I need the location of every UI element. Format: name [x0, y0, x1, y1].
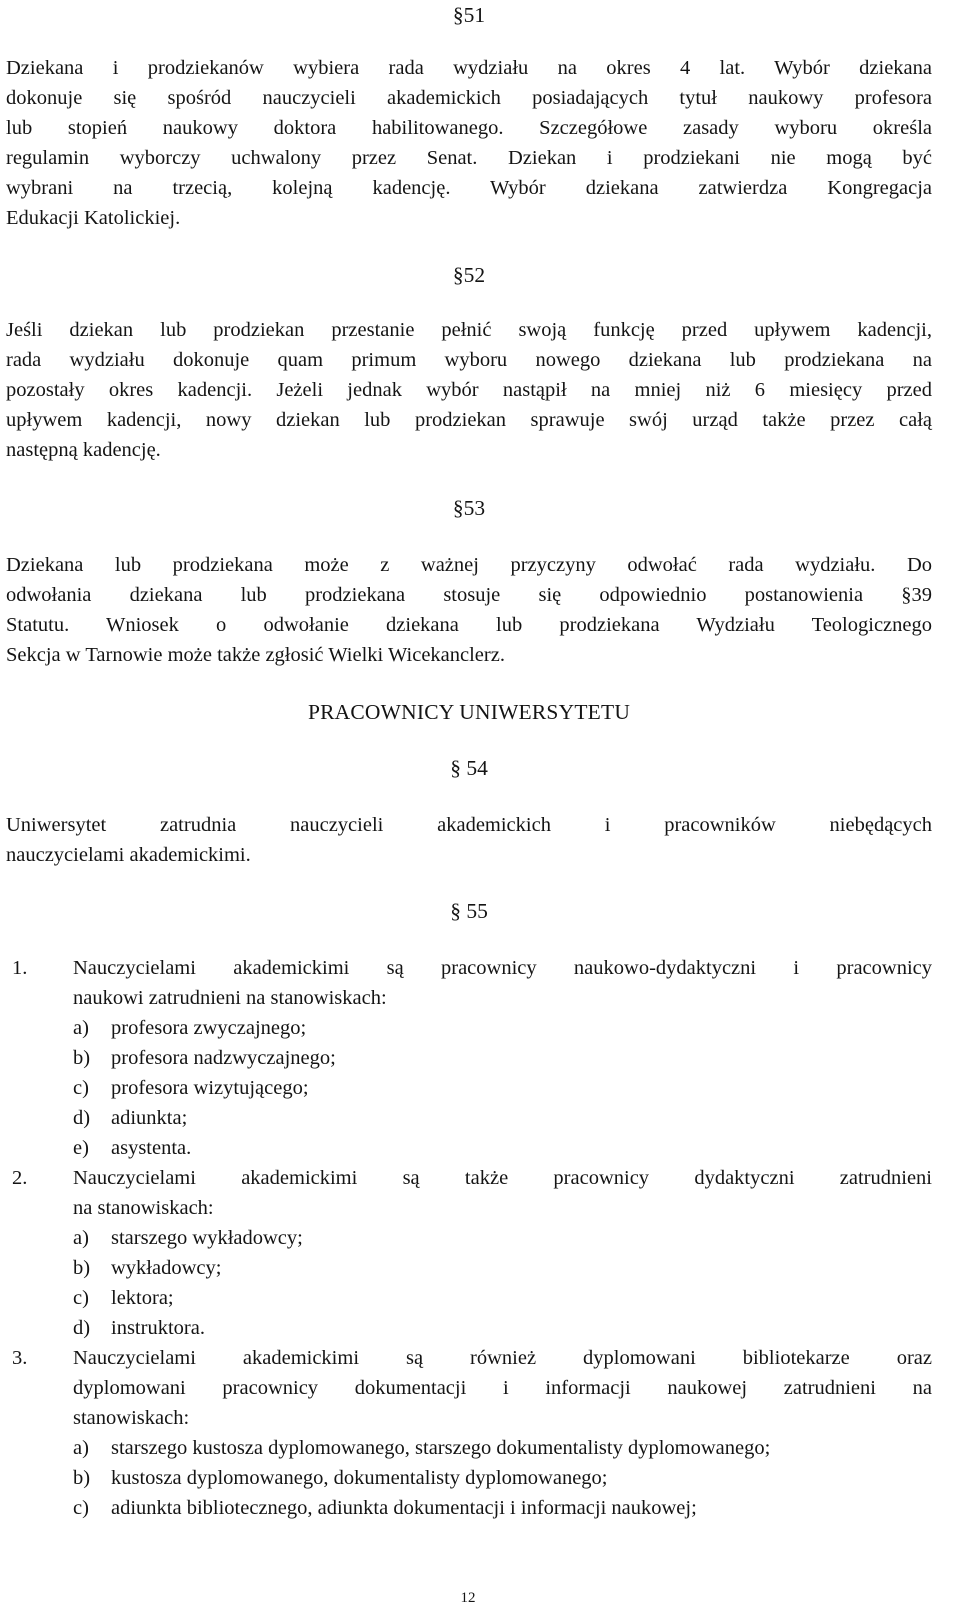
sub-item-letter: c)	[73, 1077, 89, 1099]
paragraph-line: regulamin wyborczy uchwalony przez Senat. Dziekan i prodziekani nie mogą być	[6, 147, 932, 169]
list-item-line: stanowiskach:	[73, 1407, 190, 1429]
sub-item-letter: d)	[73, 1317, 91, 1339]
sub-item	[73, 1283, 932, 1313]
paragraph-line: upływem kadencji, nowy dziekan lub prodziekan sprawuje swój urząd także przez całą	[6, 409, 932, 431]
sub-item	[73, 1493, 932, 1523]
chapter-heading: PRACOWNICY UNIWERSYTETU	[307, 700, 631, 724]
sub-item-text: wykładowcy;	[111, 1257, 222, 1279]
page-number: 12	[460, 1590, 476, 1606]
paragraph-51	[6, 53, 932, 233]
sub-item-letter: b)	[73, 1047, 91, 1069]
paragraph-line: wybrani na trzecią, kolejną kadencję. Wybór dziekana zatwierdza Kongregacja	[6, 177, 932, 199]
sub-item-text: instruktora.	[111, 1317, 205, 1339]
sub-item-letter: c)	[73, 1287, 89, 1309]
list-item-line: dyplomowani pracownicy dokumentacji i informacji naukowej zatrudnieni na	[73, 1377, 932, 1399]
paragraph-line: następną kadencję.	[6, 439, 161, 461]
paragraph-line: odwołania dziekana lub prodziekana stosuje się odpowiednio postanowienia §39	[6, 584, 932, 606]
list-item-number: 2.	[12, 1167, 28, 1189]
sub-item-letter: b)	[73, 1467, 91, 1489]
paragraph-line: nauczycielami akademickimi.	[6, 844, 251, 866]
sub-item-text: profesora wizytującego;	[111, 1077, 309, 1099]
sub-item-letter: e)	[73, 1137, 89, 1159]
section-52-heading: §52	[452, 263, 486, 287]
sub-item-text: adiunkta bibliotecznego, adiunkta dokumentacji i informacji naukowej;	[111, 1497, 697, 1519]
paragraph-53	[6, 550, 932, 670]
section-53-heading: §53	[452, 496, 486, 520]
sub-item	[73, 1103, 932, 1133]
sub-item	[73, 1463, 932, 1493]
sub-item-text: kustosza dyplomowanego, dokumentalisty dyplomowanego;	[111, 1467, 608, 1489]
section-51-heading: §51	[452, 3, 486, 27]
sub-item-letter: c)	[73, 1497, 89, 1519]
sub-item-text: asystenta.	[111, 1137, 192, 1159]
staff-list	[6, 953, 932, 1523]
list-item-1	[6, 953, 932, 1163]
paragraph-line: Dziekana i prodziekanów wybiera rada wydziału na okres 4 lat. Wybór dziekana	[6, 57, 932, 79]
sub-item	[73, 1043, 932, 1073]
sub-item-letter: a)	[73, 1437, 89, 1459]
list-item-line: Nauczycielami akademickimi są również dyplomowani bibliotekarze oraz	[73, 1347, 932, 1369]
list-item-3	[6, 1343, 932, 1523]
sub-item	[73, 1253, 932, 1283]
paragraph-52	[6, 315, 932, 465]
paragraph-line: rada wydziału dokonuje quam primum wyboru nowego dziekana lub prodziekana na	[6, 349, 932, 371]
list-item-line: na stanowiskach:	[73, 1197, 214, 1219]
sub-item-letter: d)	[73, 1107, 91, 1129]
sub-item-letter: a)	[73, 1017, 89, 1039]
sub-item	[73, 1133, 932, 1163]
paragraph-line: pozostały okres kadencji. Jeżeli jednak wybór nastąpił na mniej niż 6 miesięcy przed	[6, 379, 932, 401]
list-item-line: Nauczycielami akademickimi są pracownicy naukowo-dydaktyczni i pracownicy	[73, 957, 932, 979]
list-item-line: Nauczycielami akademickimi są także pracownicy dydaktyczni zatrudnieni	[73, 1167, 932, 1189]
list-item-line: naukowi zatrudnieni na stanowiskach:	[73, 987, 387, 1009]
sub-item-text: profesora nadzwyczajnego;	[111, 1047, 336, 1069]
paragraph-line: Edukacji Katolickiej.	[6, 207, 181, 229]
paragraph-line: Uniwersytet zatrudnia nauczycieli akademickich i pracowników niebędących	[6, 814, 932, 836]
section-55-heading: § 55	[450, 899, 488, 923]
sub-item	[73, 1223, 932, 1253]
paragraph-line: Jeśli dziekan lub prodziekan przestanie pełnić swoją funkcję przed upływem kadencji,	[6, 319, 932, 341]
paragraph-line: Dziekana lub prodziekana może z ważnej przyczyny odwołać rada wydziału. Do	[6, 554, 932, 576]
paragraph-line: Statutu. Wniosek o odwołanie dziekana lub prodziekana Wydziału Teologicznego	[6, 614, 932, 636]
paragraph-54	[6, 810, 932, 870]
sub-item-text: starszego wykładowcy;	[111, 1227, 303, 1249]
sub-item-text: adiunkta;	[111, 1107, 188, 1129]
paragraph-line: dokonuje się spośród nauczycieli akademickich posiadających tytuł naukowy profesora	[6, 87, 932, 109]
paragraph-line: Sekcja w Tarnowie może także zgłosić Wielki Wicekanclerz.	[6, 644, 505, 666]
list-item-2	[6, 1163, 932, 1343]
sub-item-text: lektora;	[111, 1287, 174, 1309]
sub-item	[73, 1073, 932, 1103]
sub-item-text: profesora zwyczajnego;	[111, 1017, 307, 1039]
sub-item-letter: b)	[73, 1257, 91, 1279]
section-54-heading: § 54	[450, 756, 488, 780]
list-item-number: 1.	[12, 957, 28, 979]
sub-item	[73, 1313, 932, 1343]
list-item-number: 3.	[12, 1347, 28, 1369]
sub-item-letter: a)	[73, 1227, 89, 1249]
paragraph-line: lub stopień naukowy doktora habilitowanego. Szczegółowe zasady wyboru określa	[6, 117, 932, 139]
sub-item-text: starszego kustosza dyplomowanego, starszego dokumentalisty dyplomowanego;	[111, 1437, 771, 1459]
sub-item	[73, 1013, 932, 1043]
sub-item	[73, 1433, 932, 1463]
